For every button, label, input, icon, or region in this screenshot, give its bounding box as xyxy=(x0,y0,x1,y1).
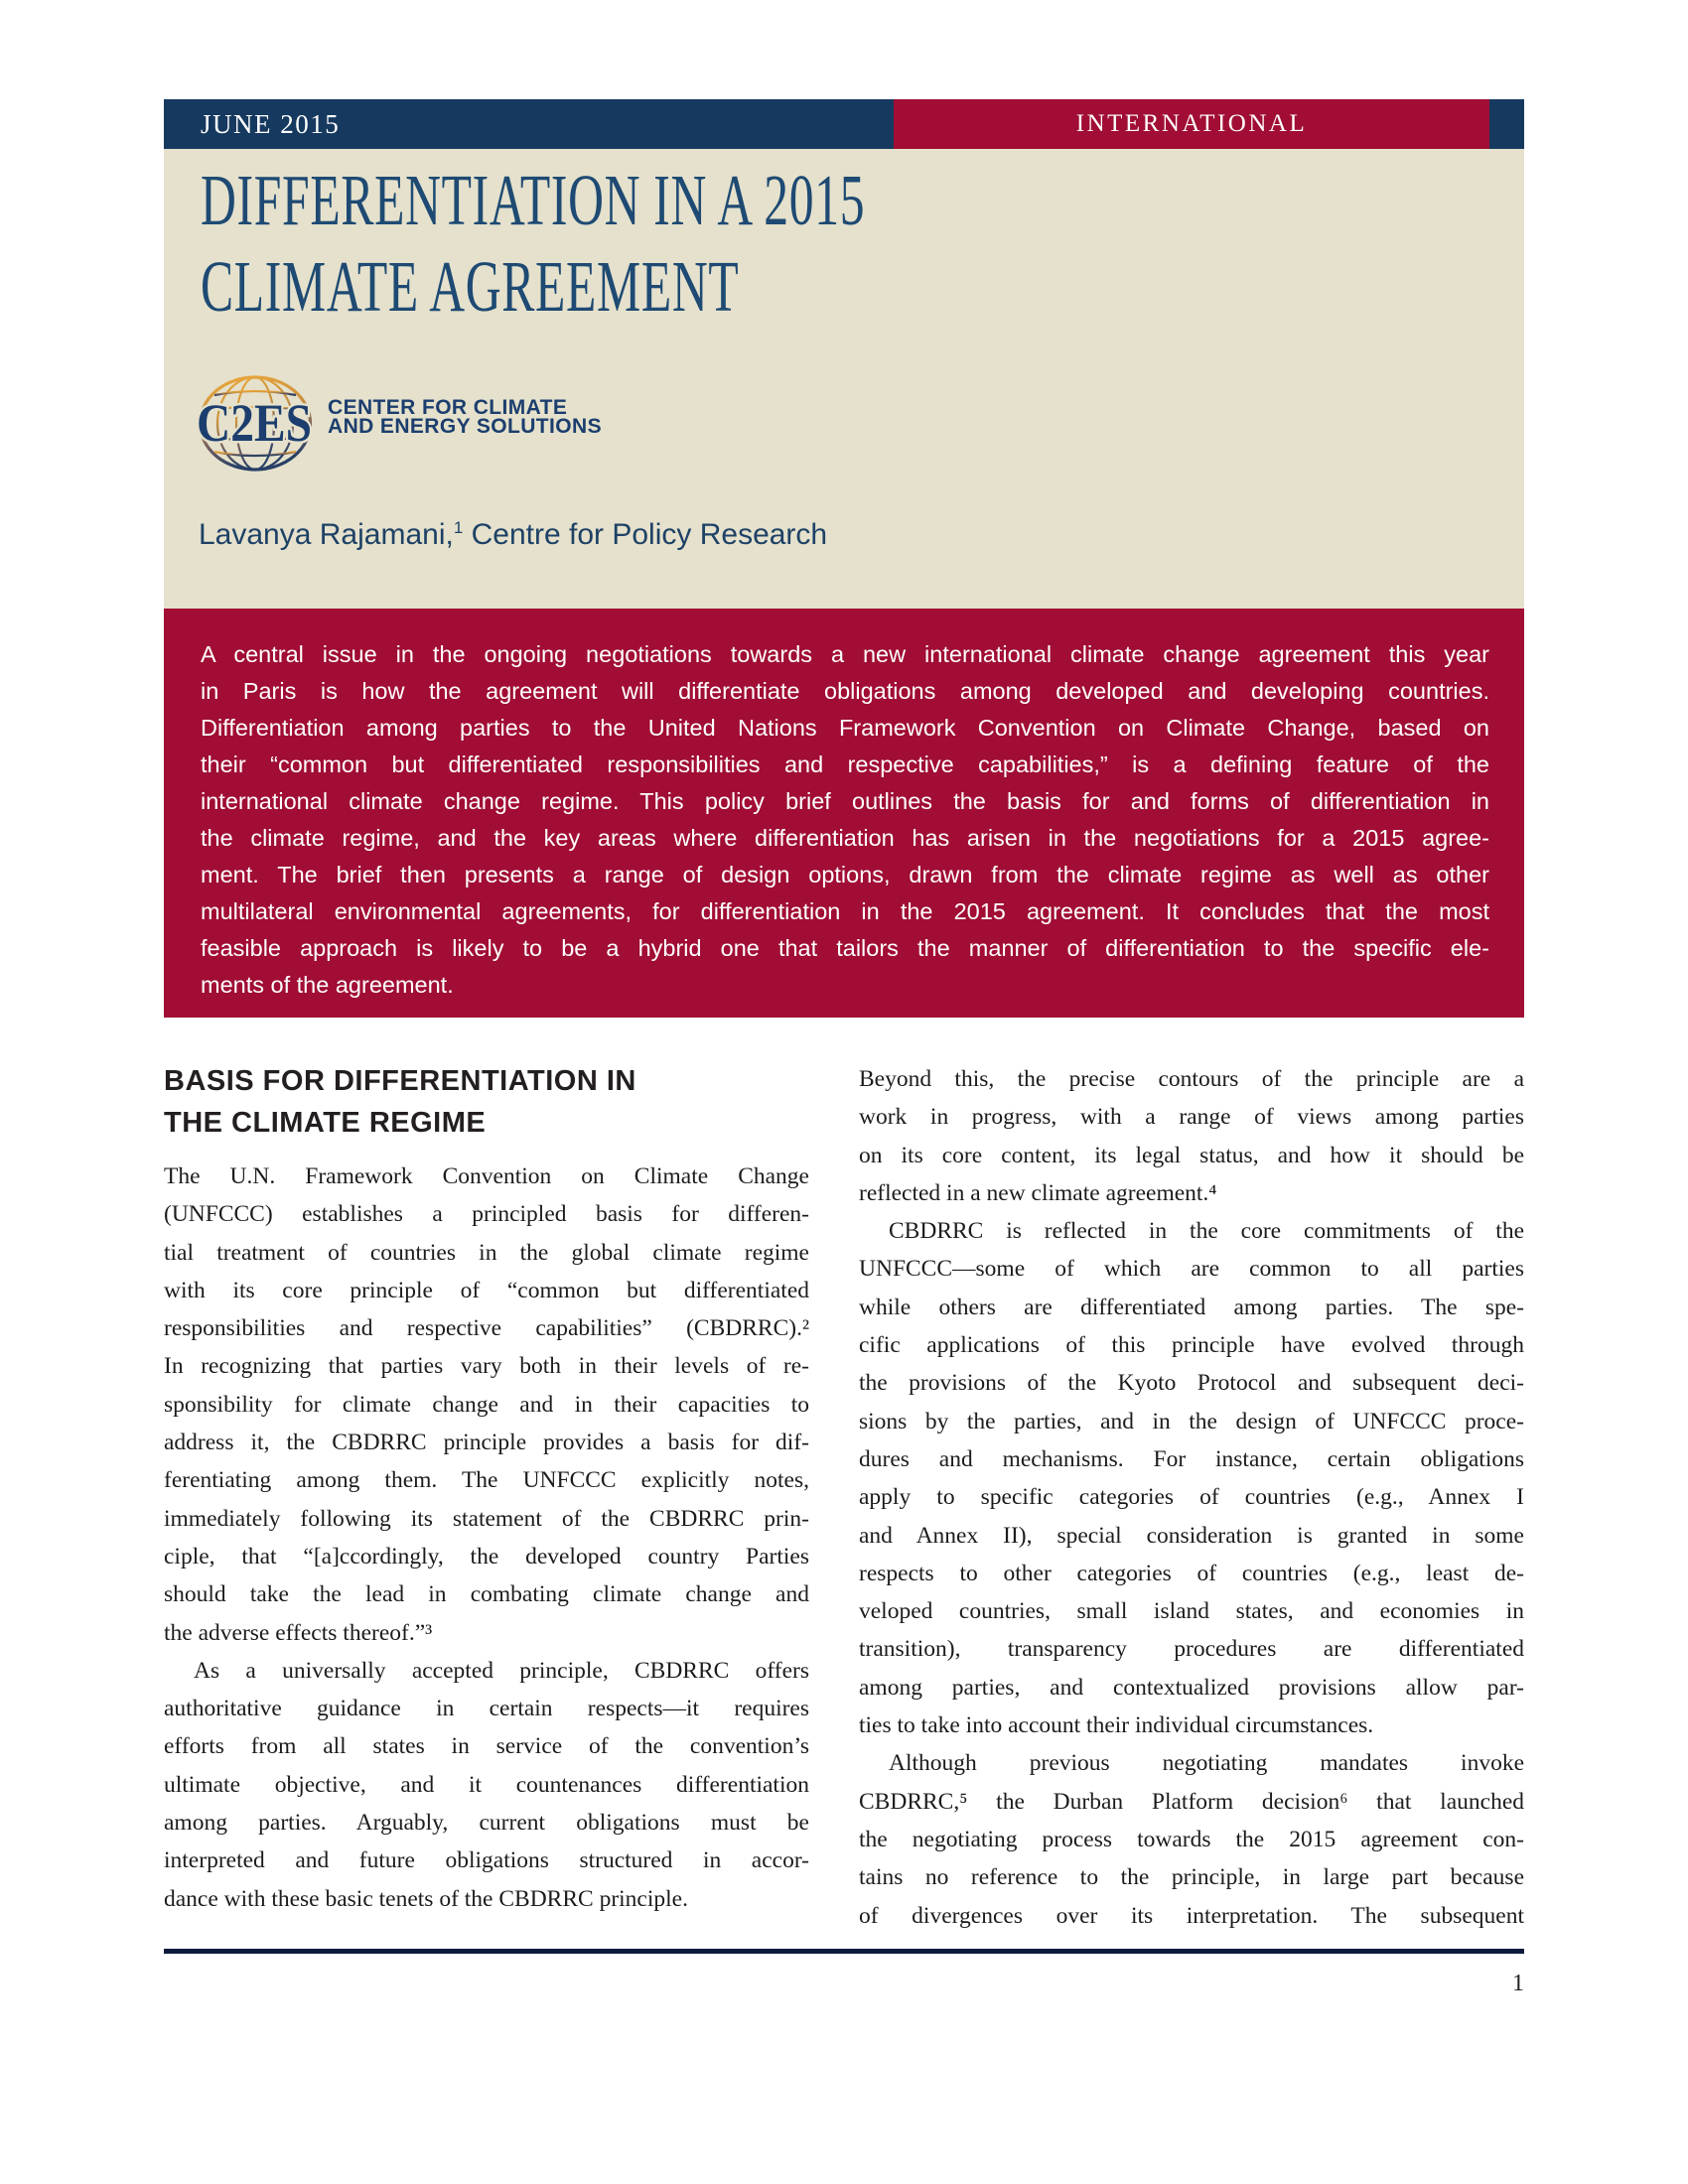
issue-date: JUNE 2015 xyxy=(201,109,341,139)
text-line: sions by the parties, and in the design of UNFCCC proce- xyxy=(859,1408,1524,1434)
logo-name xyxy=(328,398,602,436)
text-line: Although previous negotiating mandates invoke xyxy=(889,1750,1524,1777)
text-line: tains no reference to the principle, in large part because xyxy=(859,1864,1524,1891)
footer-rule xyxy=(164,1949,1524,1954)
author-affiliation: Centre for Policy Research xyxy=(463,518,828,551)
text-line: immediately following its statement of the CBDRRC prin- xyxy=(164,1505,809,1532)
text-line: ment. The brief then presents a range of design options, drawn from the climate regime as well as other xyxy=(201,862,1489,887)
header-category-bar xyxy=(894,99,1489,149)
text-line: ultimate objective, and it countenances differentiation xyxy=(164,1771,809,1798)
text-line: in Paris is how the agreement will differentiate obligations among developed and developing countries. xyxy=(201,678,1489,704)
text-line: A central issue in the ongoing negotiations towards a new international climate change agreement this year xyxy=(201,641,1489,667)
text-line: ties to take into account their individual circumstances. xyxy=(859,1712,1374,1739)
text-line: and Annex II), special consideration is granted in some xyxy=(859,1522,1524,1549)
author-line xyxy=(199,518,827,552)
text-line: respects to other categories of countries (e.g., least de- xyxy=(859,1560,1524,1586)
text-line: feasible approach is likely to be a hybrid one that tailors the manner of differentiation to the specific ele- xyxy=(201,935,1489,961)
text-line: authoritative guidance in certain respects—it requires xyxy=(164,1696,809,1722)
text-line: among parties. Arguably, current obligations must be xyxy=(164,1810,809,1837)
text-line: international climate change regime. This policy brief outlines the basis for and forms of differentiation in xyxy=(201,788,1489,814)
text-line: The U.N. Framework Convention on Climate Change xyxy=(164,1163,809,1189)
text-line: In recognizing that parties vary both in their levels of re- xyxy=(164,1353,809,1380)
text-line: the adverse effects thereof.”³ xyxy=(164,1619,433,1646)
text-line: veloped countries, small island states, and economies in xyxy=(859,1598,1524,1625)
text-line: transition), transparency procedures are differentiated xyxy=(859,1636,1524,1663)
text-line: ments of the agreement. xyxy=(201,972,454,998)
text-line: interpreted and future obligations structured in accor- xyxy=(164,1847,809,1874)
c2es-logo xyxy=(199,375,755,475)
section-heading-line1: BASIS FOR DIFFERENTIATION IN xyxy=(164,1065,636,1097)
author-name: Lavanya Rajamani, xyxy=(199,518,454,551)
text-line: with its core principle of “common but differentiated xyxy=(164,1277,809,1303)
text-line: efforts from all states in service of the convention’s xyxy=(164,1733,809,1760)
text-line: work in progress, with a range of views among parties xyxy=(859,1104,1524,1131)
text-line: Differentiation among parties to the United Nations Framework Convention on Climate Change, based on xyxy=(201,715,1489,741)
text-line: while others are differentiated among parties. The spe- xyxy=(859,1294,1524,1320)
text-line: ferentiating among them. The UNFCCC explicitly notes, xyxy=(164,1467,809,1494)
text-line: (UNFCCC) establishes a principled basis for differen- xyxy=(164,1201,809,1228)
header-date-bar xyxy=(164,99,894,149)
body-column-right xyxy=(859,1060,1524,1935)
text-line: As a universally accepted principle, CBDRRC offers xyxy=(194,1657,809,1684)
logo-name-line1: CENTER FOR CLIMATE xyxy=(328,396,568,419)
document-title xyxy=(201,157,865,330)
text-line: CBDRRC,⁵ the Durban Platform decision⁶ that launched xyxy=(859,1788,1524,1815)
text-line: Beyond this, the precise contours of the principle are a xyxy=(859,1066,1524,1092)
text-line: ciple, that “[a]ccordingly, the developed country Parties xyxy=(164,1543,809,1570)
text-line: of divergences over its interpretation. The subsequent xyxy=(859,1902,1524,1929)
text-line: among parties, and contextualized provisions allow par- xyxy=(859,1674,1524,1701)
text-line: should take the lead in combating climate change and xyxy=(164,1581,809,1608)
globe-icon xyxy=(199,375,312,472)
logo-acronym: C2ES xyxy=(197,393,312,453)
header-corner-block xyxy=(1489,99,1524,149)
series-label: INTERNATIONAL xyxy=(1075,110,1308,137)
text-line: responsibilities and respective capabilities” (CBDRRC).² xyxy=(164,1315,809,1342)
text-line: the negotiating process towards the 2015 agreement con- xyxy=(859,1826,1524,1852)
text-line: on its core content, its legal status, and how it should be xyxy=(859,1142,1524,1168)
text-line: UNFCCC—some of which are common to all parties xyxy=(859,1256,1524,1283)
text-line: CBDRRC is reflected in the core commitments of the xyxy=(889,1218,1524,1245)
text-line: address it, the CBDRRC principle provides a basis for dif- xyxy=(164,1430,809,1456)
section-heading-line2: THE CLIMATE REGIME xyxy=(164,1107,487,1139)
text-line: their “common but differentiated responsibilities and respective capabilities,” is a defining feature of the xyxy=(201,751,1489,777)
document-title-line2: CLIMATE AGREEMENT xyxy=(201,246,740,327)
body-text-left xyxy=(164,1158,809,1918)
author-footnote-marker: 1 xyxy=(453,518,464,537)
text-line: reflected in a new climate agreement.⁴ xyxy=(859,1179,1217,1206)
section-heading xyxy=(164,1060,809,1144)
text-line: the climate regime, and the key areas where differentiation has arisen in the negotiations for a 2015 agree- xyxy=(201,825,1489,851)
text-line: multilateral environmental agreements, for differentiation in the 2015 agreement. It concludes that the most xyxy=(201,898,1489,924)
text-line: cific applications of this principle have evolved through xyxy=(859,1332,1524,1359)
text-line: the provisions of the Kyoto Protocol and subsequent deci- xyxy=(859,1370,1524,1397)
masthead-panel xyxy=(164,149,1524,609)
body-column-left xyxy=(164,1060,809,1918)
document-title-line1: DIFFERENTIATION IN A 2015 xyxy=(201,160,866,240)
page-number: 1 xyxy=(1512,1971,1524,1996)
text-line: dance with these basic tenets of the CBDRRC principle. xyxy=(164,1885,688,1912)
text-line: sponsibility for climate change and in their capacities to xyxy=(164,1391,809,1418)
text-line: tial treatment of countries in the global climate regime xyxy=(164,1239,809,1266)
abstract-panel xyxy=(164,609,1524,1018)
logo-name-line2: AND ENERGY SOLUTIONS xyxy=(328,415,602,438)
text-line: dures and mechanisms. For instance, certain obligations xyxy=(859,1445,1524,1472)
text-line: apply to specific categories of countries (e.g., Annex I xyxy=(859,1484,1524,1511)
